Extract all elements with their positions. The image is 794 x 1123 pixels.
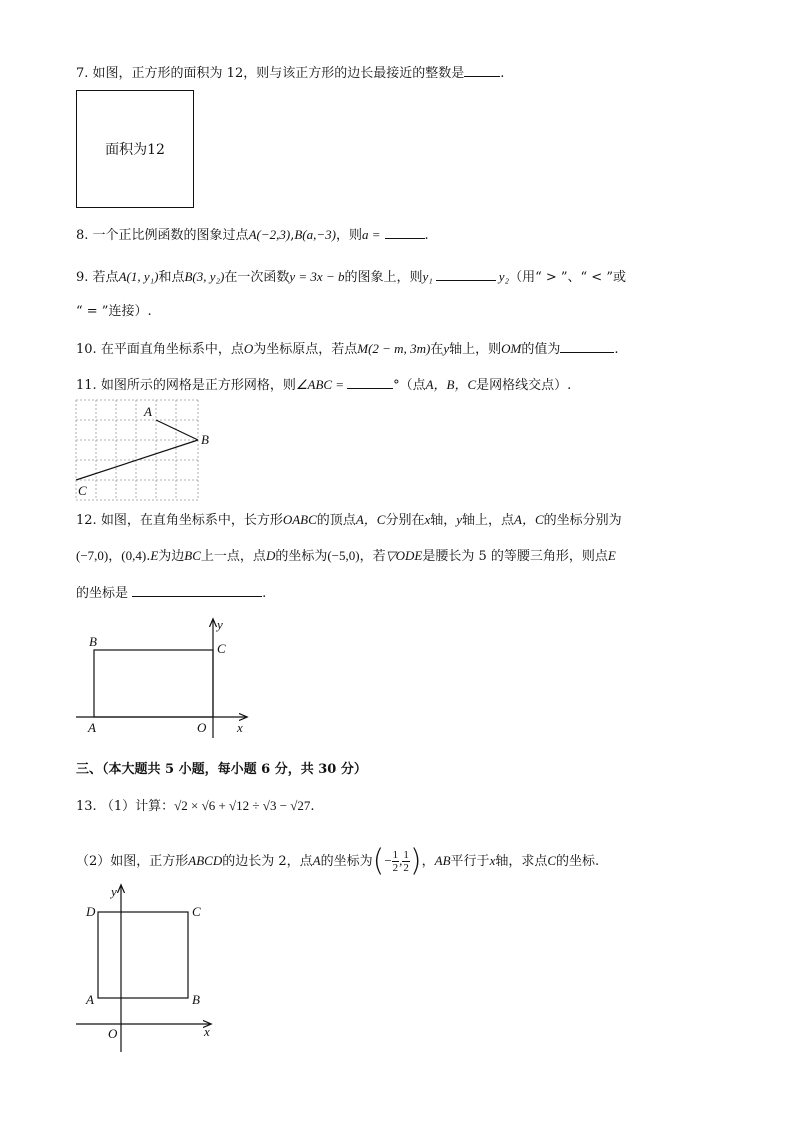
separator: , (290, 228, 295, 243)
question-12-line3 (76, 582, 266, 604)
text: °（点 (393, 378, 426, 393)
period: . (500, 66, 505, 81)
text: 平行于 (450, 854, 490, 869)
segment-om: OM (501, 341, 522, 356)
point-e: E (607, 548, 616, 563)
question-13-part2 (76, 845, 599, 878)
section-title-text: 三、（本大题共 5 小题，每小题 6 分，共 30 分） (76, 762, 367, 777)
question-11-text (76, 374, 571, 396)
square-figure (76, 90, 194, 208)
point-d: D (265, 548, 276, 563)
question-number: 7. (76, 66, 89, 81)
text: 在 (430, 342, 444, 357)
text: 上一点，点 (200, 549, 266, 564)
label-o: O (108, 1026, 118, 1041)
question-number: 10. (76, 342, 97, 357)
label-x: x (237, 720, 243, 735)
text: （2）如图，正方形 (76, 854, 189, 869)
point-m: M(2 − m, 3m) (357, 341, 431, 356)
question-13-part1 (76, 796, 315, 817)
label-o: O (197, 720, 207, 735)
text: 的坐标为 (275, 549, 328, 564)
text: ，则 (335, 228, 362, 243)
text: 为边 (158, 549, 185, 564)
label-b: B (192, 992, 200, 1007)
triangle-ode: ▽ODE (385, 548, 423, 563)
text: 轴，求点 (495, 854, 548, 869)
text: 轴， (430, 513, 457, 528)
angle-abc: ∠ABC = (295, 377, 345, 392)
label-d: D (86, 904, 96, 919)
question-stem: 一个正比例函数的图象过点 (92, 228, 249, 243)
x-var: x (424, 512, 431, 527)
label-x: x (204, 1024, 210, 1039)
label-a: A (144, 404, 152, 419)
text: 是腰长为 5 的等腰三角形，则点 (422, 549, 608, 564)
label-y: y (111, 884, 117, 899)
points-abc: A，B，C (425, 377, 477, 392)
question-number: 11. (76, 378, 97, 393)
label-a: A (88, 720, 96, 735)
origin-o: O (243, 341, 254, 356)
question-number: 9. (76, 270, 89, 285)
answer-blank (464, 62, 500, 77)
text: ， (421, 854, 435, 869)
x-var: x (489, 853, 496, 868)
question-7-text (76, 62, 504, 84)
answer-blank (347, 374, 393, 389)
text: 在一次函数 (224, 270, 290, 285)
y-axis-var: y (443, 341, 450, 356)
text: ，若 (359, 549, 386, 564)
section-3-title (76, 760, 367, 780)
segment-ab (156, 420, 198, 440)
square-area-label: 面积为12 (105, 142, 165, 158)
period: . (146, 549, 151, 564)
text: 的坐标为 (320, 854, 373, 869)
fraction-y (402, 849, 410, 874)
coord-c: (0,4) (121, 548, 147, 563)
coord-d: (−5,0) (327, 548, 360, 563)
square-abcd (98, 912, 188, 998)
left-paren: ( (372, 843, 385, 879)
text: 的边长为 2，点 (222, 854, 313, 869)
question-8-text (76, 224, 429, 246)
text: 轴上，则 (449, 342, 502, 357)
question-number: 12. (76, 513, 97, 528)
label-b: B (89, 634, 97, 649)
y1: y₁ (422, 269, 433, 284)
text: 如图，在直角坐标系中，长方形 (100, 513, 283, 528)
point-a: A(−2,3) (248, 227, 291, 242)
period: . (262, 586, 267, 601)
numerator: 1 (392, 849, 399, 861)
comma: , (399, 853, 403, 868)
point-e: E (150, 548, 159, 563)
question-10-text (76, 338, 618, 360)
denominator: 2 (392, 862, 399, 874)
point-b: B(3, y₂) (184, 269, 225, 284)
text: 分别在 (385, 513, 425, 528)
question-9-line2 (76, 302, 152, 322)
question-12-line2 (76, 546, 616, 567)
label-c: C (217, 641, 226, 656)
text: 轴上，点 (462, 513, 515, 528)
point-b: B(a,−3) (294, 227, 336, 242)
separator: ， (108, 549, 122, 564)
question-number: 8. (76, 228, 89, 243)
text: 的坐标分别为 (543, 513, 622, 528)
grid-lines (76, 400, 198, 500)
numerator: 1 (403, 849, 409, 861)
vertices-ac: A，C (514, 512, 544, 527)
variable-a: a = (361, 227, 381, 242)
question-number: 13. (76, 799, 97, 814)
text: （用“ > ”、“ < ”或 (509, 270, 626, 285)
text: （1）计算： (100, 799, 175, 814)
point-a: A(1, y₁) (118, 269, 159, 284)
rectangle-coordinate-figure (76, 618, 256, 738)
label-b: B (201, 432, 209, 447)
answer-blank (436, 266, 496, 281)
y-var: y (456, 512, 463, 527)
calc-expression: √2 × √6 + √12 ÷ √3 − √27 (174, 798, 311, 813)
answer-blank (132, 582, 262, 597)
minus-sign: − (384, 853, 392, 868)
segment-bc (76, 440, 198, 480)
square-abcd: ABCD (188, 853, 223, 868)
text: 为坐标原点，若点 (253, 342, 358, 357)
text: 的坐标. (556, 854, 600, 869)
period: . (310, 799, 315, 814)
denominator: 2 (403, 862, 409, 874)
text: 在平面直角坐标系中，点 (100, 342, 244, 357)
square-coordinate-figure (76, 884, 221, 1054)
label-y: y (217, 617, 223, 632)
text: 的坐标是 (76, 586, 129, 601)
answer-blank (560, 338, 614, 353)
grid-figure (76, 400, 209, 502)
rect-oabc: OABC (282, 512, 317, 527)
text: 的图象上，则 (344, 270, 423, 285)
text: 若点 (92, 270, 119, 285)
period: . (424, 228, 429, 243)
text: 是网格线交点）. (476, 378, 572, 393)
question-stem: 如图，正方形的面积为 12，则与该正方形的边长最接近的整数是 (92, 66, 465, 81)
answer-blank (385, 224, 425, 239)
text: 和点 (158, 270, 185, 285)
side-ab: AB (434, 853, 451, 868)
label-c: C (78, 483, 87, 498)
question-9-text (76, 266, 626, 288)
point-c: C (547, 853, 557, 868)
linear-function: y = 3x − b (289, 269, 345, 284)
right-paren: ) (409, 843, 422, 879)
label-a: A (86, 992, 94, 1007)
rectangle-oabc (94, 650, 213, 717)
point-a: A (312, 853, 321, 868)
period: . (614, 342, 619, 357)
label-c: C (192, 904, 201, 919)
text: 如图所示的网格是正方形网格，则 (100, 378, 296, 393)
text: 的值为 (521, 342, 561, 357)
text: “ = ”连接）. (76, 304, 152, 319)
vertices-ac: A，C (355, 512, 386, 527)
question-12-line1 (76, 510, 622, 531)
y2: y₂ (498, 269, 510, 284)
coord-a: (−7,0) (76, 548, 109, 563)
text: 的顶点 (316, 513, 356, 528)
side-bc: BC (184, 548, 201, 563)
